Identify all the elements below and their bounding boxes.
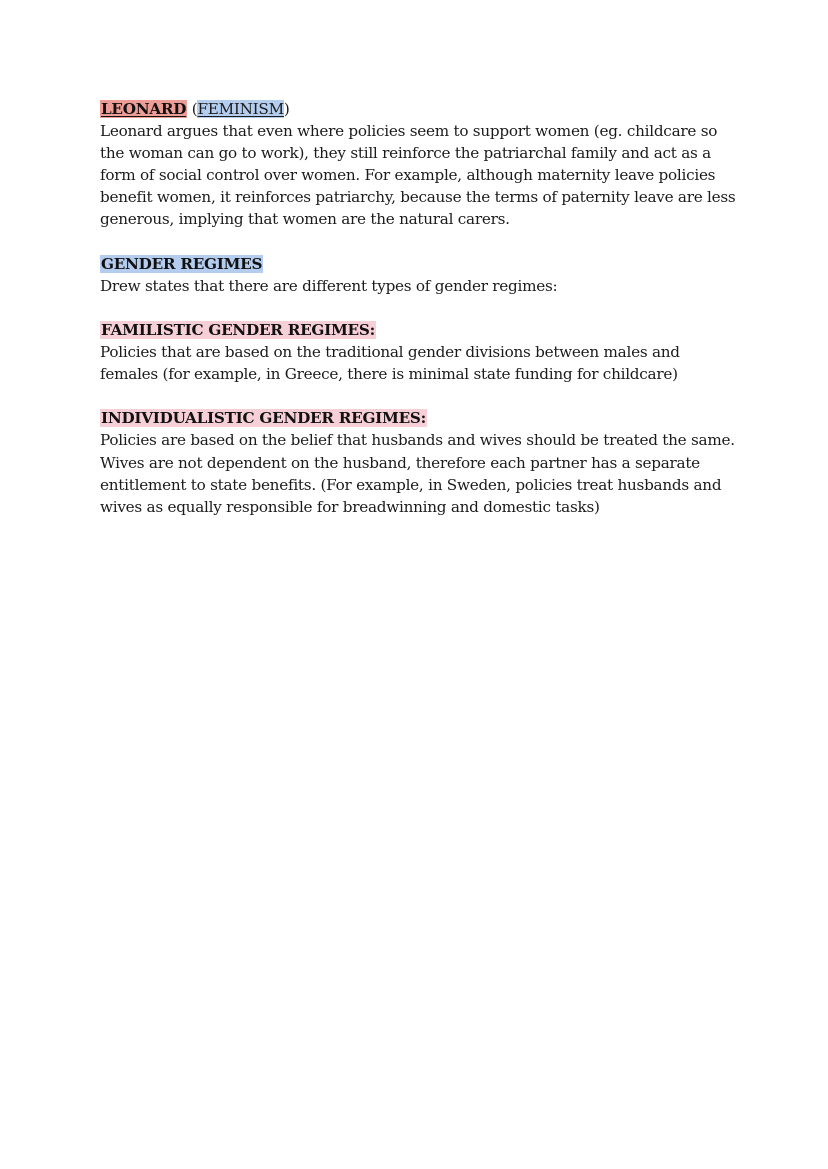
section-familistic [100, 319, 740, 385]
document-content [100, 98, 740, 540]
heading-gender-regimes: GENDER REGIMES [101, 254, 263, 273]
body-familistic: Policies that are based on the traditional gender divisions between males and females (for example, in Greece, there is minimal state funding for childcare) [100, 343, 680, 384]
section-heading-gender-regimes [100, 253, 740, 275]
section-leonard [100, 98, 740, 231]
section-heading-familistic [100, 319, 740, 341]
section-individualistic [100, 407, 740, 517]
body-gender-regimes: Drew states that there are different types of gender regimes: [100, 276, 558, 295]
paren-close: ) [283, 100, 290, 118]
body-leonard: Leonard argues that even where policies seem to support women (eg. childcare so the woman can go to work), they still reinforce the patriarchal family and act as a form of social control over women. For example, although maternity leave policies benefit women, it reinforces patriarchy, because the terms of paternity leave are less generous, implying that women are the natural carers. [100, 122, 736, 229]
body-individualistic: Policies are based on the belief that husbands and wives should be treated the same. Wives are not dependent on the husband, therefore each partner has a separate entitlement to state benefits. (For example, in Sweden, policies treat husbands and wives as equally responsible for breadwinning and domestic tasks) [100, 431, 735, 516]
heading-individualistic: INDIVIDUALISTIC GENDER REGIMES: [101, 409, 426, 428]
heading-familistic: FAMILISTIC GENDER REGIMES: [101, 320, 375, 339]
paren-open: ( [187, 100, 198, 118]
tag-feminism: FEMINISM [197, 100, 284, 118]
section-heading-individualistic [100, 407, 740, 429]
section-gender-regimes [100, 253, 740, 297]
heading-leonard: LEONARD [101, 100, 187, 118]
section-heading-leonard [100, 98, 740, 120]
